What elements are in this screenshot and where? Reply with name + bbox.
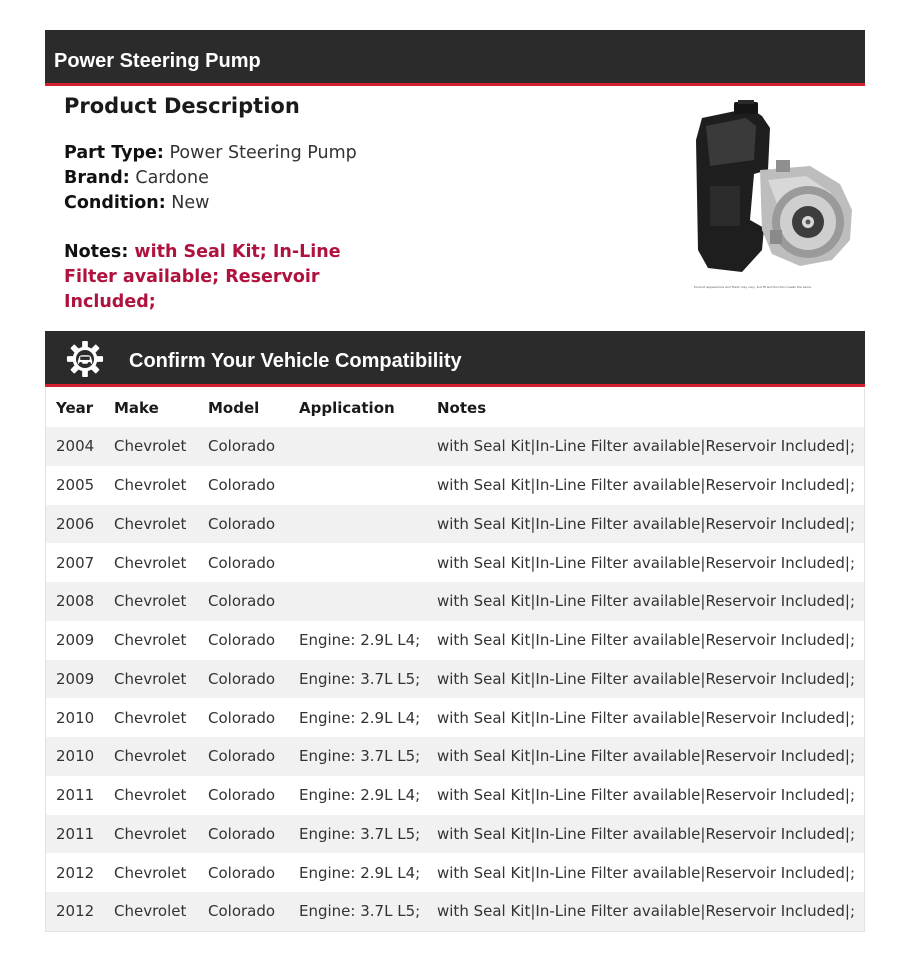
- page-title: Power Steering Pump: [54, 50, 261, 72]
- product-description: [64, 94, 624, 315]
- cell-make: Chevrolet: [104, 582, 198, 621]
- cell-model: Colorado: [208, 708, 276, 727]
- table-row: [46, 660, 864, 699]
- power-steering-pump-image: [690, 100, 860, 290]
- cell-model: Colorado: [208, 631, 276, 650]
- column-header-application: Application: [299, 398, 395, 417]
- cell-make: Chevrolet: [104, 892, 198, 931]
- cell-year: 2004: [46, 427, 104, 466]
- notes-label: Notes:: [64, 242, 129, 262]
- cell-year: 2009: [46, 660, 104, 699]
- image-caption: Product appearance and finish may vary, but fit and function meets the same.: [694, 285, 812, 289]
- cell-make: Chevrolet: [104, 505, 198, 544]
- cell-make: Chevrolet: [114, 553, 187, 572]
- notes-value: with Seal Kit; In-Line Filter available; Reservoir Included;: [64, 242, 341, 312]
- compatibility-title: Confirm Your Vehicle Compatibility: [129, 350, 462, 372]
- table-row: [46, 698, 864, 737]
- cell-notes: with Seal Kit|In-Line Filter available|Reservoir Included|;: [437, 863, 856, 882]
- cell-notes: with Seal Kit|In-Line Filter available|Reservoir Included|;: [427, 737, 864, 776]
- cell-make: Chevrolet: [114, 631, 187, 650]
- cell-application: [289, 543, 427, 582]
- cell-notes: with Seal Kit|In-Line Filter available|Reservoir Included|;: [437, 786, 856, 805]
- field-brand: [64, 166, 624, 191]
- column-header-notes: Notes: [437, 398, 487, 417]
- cell-application: Engine: 2.9L L4;: [299, 708, 421, 727]
- notes: [64, 240, 394, 315]
- field-value: Power Steering Pump: [169, 143, 357, 163]
- table-row: [46, 815, 864, 854]
- cell-make: Chevrolet: [104, 427, 198, 466]
- cell-application: Engine: 3.7L L5;: [289, 892, 427, 931]
- cell-model: Colorado: [208, 553, 276, 572]
- field-condition: [64, 191, 624, 216]
- cell-year: 2011: [46, 815, 104, 854]
- cell-notes: with Seal Kit|In-Line Filter available|Reservoir Included|;: [427, 815, 864, 854]
- cell-application: Engine: 3.7L L5;: [289, 737, 427, 776]
- cell-application: Engine: 2.9L L4;: [299, 786, 421, 805]
- table-row: [46, 621, 864, 660]
- table-row: [46, 853, 864, 892]
- table-row: [46, 737, 864, 776]
- cell-application: [289, 427, 427, 466]
- cell-model: Colorado: [208, 476, 276, 495]
- cell-application: Engine: 2.9L L4;: [299, 631, 421, 650]
- gear-car-icon: [66, 340, 104, 378]
- cell-year: 2012: [46, 892, 104, 931]
- cell-year: 2010: [56, 708, 95, 727]
- table-row: [46, 892, 864, 931]
- cell-model: Colorado: [208, 863, 276, 882]
- cell-model: Colorado: [198, 737, 289, 776]
- table-row: [46, 466, 864, 505]
- cell-notes: with Seal Kit|In-Line Filter available|Reservoir Included|;: [437, 553, 856, 572]
- field-part-type: [64, 141, 624, 166]
- cell-model: Colorado: [208, 786, 276, 805]
- field-value: New: [171, 193, 210, 213]
- cell-model: Colorado: [198, 892, 289, 931]
- table-row: [46, 776, 864, 815]
- table-header-row: [46, 388, 864, 427]
- cell-notes: with Seal Kit|In-Line Filter available|Reservoir Included|;: [427, 892, 864, 931]
- cell-model: Colorado: [198, 427, 289, 466]
- cell-application: [289, 582, 427, 621]
- title-banner: [45, 30, 865, 86]
- cell-make: Chevrolet: [114, 708, 187, 727]
- field-label: Part Type:: [64, 143, 164, 163]
- cell-model: Colorado: [198, 582, 289, 621]
- cell-model: Colorado: [198, 660, 289, 699]
- cell-make: Chevrolet: [104, 815, 198, 854]
- cell-year: 2007: [56, 553, 95, 572]
- column-header-year: Year: [56, 398, 94, 417]
- cell-year: 2009: [56, 631, 95, 650]
- cell-model: Colorado: [198, 505, 289, 544]
- table-row: [46, 505, 864, 544]
- cell-notes: with Seal Kit|In-Line Filter available|Reservoir Included|;: [437, 708, 856, 727]
- cell-make: Chevrolet: [104, 737, 198, 776]
- cell-year: 2005: [56, 476, 95, 495]
- table-row: [46, 543, 864, 582]
- cell-notes: with Seal Kit|In-Line Filter available|Reservoir Included|;: [437, 476, 856, 495]
- cell-application: Engine: 2.9L L4;: [299, 863, 421, 882]
- column-header-make: Make: [114, 398, 159, 417]
- cell-year: 2008: [46, 582, 104, 621]
- field-label: Condition:: [64, 193, 166, 213]
- cell-year: 2011: [56, 786, 95, 805]
- cell-notes: with Seal Kit|In-Line Filter available|Reservoir Included|;: [427, 660, 864, 699]
- cell-make: Chevrolet: [114, 786, 187, 805]
- description-heading: Product Description: [64, 94, 300, 118]
- cell-notes: with Seal Kit|In-Line Filter available|Reservoir Included|;: [427, 427, 864, 466]
- cell-year: 2006: [46, 505, 104, 544]
- cell-make: Chevrolet: [104, 660, 198, 699]
- cell-make: Chevrolet: [114, 863, 187, 882]
- compatibility-banner: [45, 331, 865, 387]
- cell-notes: with Seal Kit|In-Line Filter available|Reservoir Included|;: [427, 505, 864, 544]
- compatibility-table: [45, 388, 865, 932]
- cell-notes: with Seal Kit|In-Line Filter available|Reservoir Included|;: [427, 582, 864, 621]
- field-value: Cardone: [135, 168, 209, 188]
- cell-application: Engine: 3.7L L5;: [289, 815, 427, 854]
- field-label: Brand:: [64, 168, 130, 188]
- cell-notes: with Seal Kit|In-Line Filter available|Reservoir Included|;: [437, 631, 856, 650]
- table-row: [46, 582, 864, 621]
- column-header-model: Model: [208, 398, 260, 417]
- cell-application: [289, 505, 427, 544]
- cell-make: Chevrolet: [114, 476, 187, 495]
- cell-application: [289, 466, 427, 505]
- cell-model: Colorado: [198, 815, 289, 854]
- cell-application: Engine: 3.7L L5;: [289, 660, 427, 699]
- cell-year: 2012: [56, 863, 95, 882]
- cell-year: 2010: [46, 737, 104, 776]
- table-row: [46, 427, 864, 466]
